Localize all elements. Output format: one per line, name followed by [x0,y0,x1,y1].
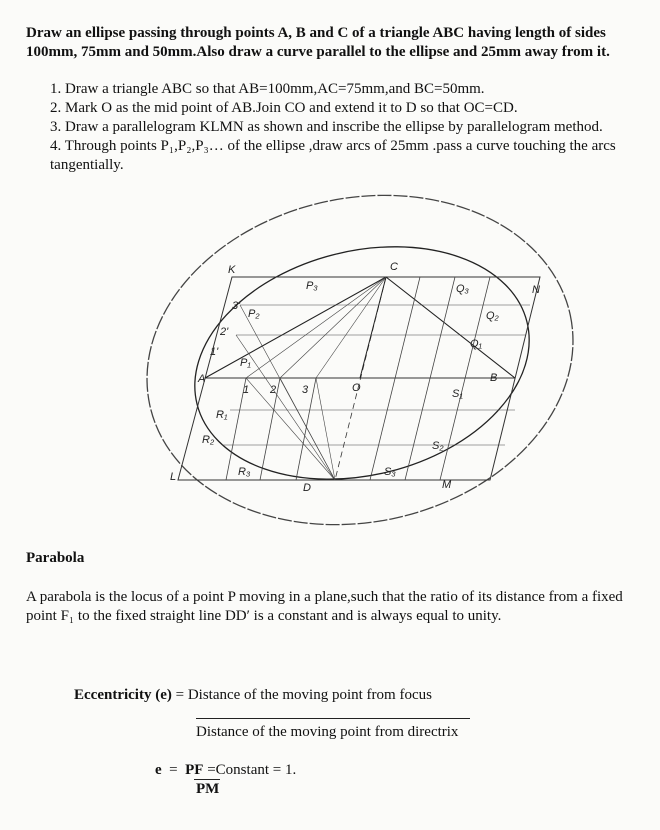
e-formula [155,762,296,779]
step-3: 3. Draw a parallelogram KLMN as shown and inscribe the ellipse by parallelogram method. [50,119,603,135]
eccentricity-numerator: = Distance of the moving point from focus [171,687,432,703]
label-q1: Q₁ [470,338,483,350]
label-m: M [442,479,452,491]
label-a: A [198,373,206,385]
line-co [360,277,386,378]
label-p2: P₂ [248,308,260,320]
label-b: B [490,372,498,384]
label-k: K [228,264,236,276]
fraction-rule [196,718,470,719]
eccentricity-line [74,687,432,704]
label-s1: S₁ [452,388,463,400]
label-p1: P₁ [240,357,251,369]
eccentricity-denominator: Distance of the moving point from directrix [196,724,459,740]
parabola-definition: A parabola is the locus of a point P moving in a plane,such that the ratio of its distance from a fixed point F₁ to the fixed straight line DD′ is a constant and is always equal to unity. [26,589,623,624]
label-div-1: 1 [243,384,250,396]
label-s2: S₂ [432,440,444,452]
label-div-2p: 2' [220,326,229,338]
label-o: O [352,382,361,394]
e-pf: PF [185,762,204,778]
e-equals: = [169,762,178,778]
pf-rule [194,779,220,780]
label-p3: P₃ [306,280,318,292]
label-q3: Q₃ [456,283,469,295]
step-2: 2. Mark O as the mid point of AB.Join CO and extend it to D so that OC=CD. [50,100,518,116]
label-div-1p: 1' [210,346,219,358]
label-div-2: 2 [270,384,277,396]
label-q2: Q₂ [486,310,499,322]
e-symbol: e [155,762,162,778]
ellipse-construction-figure [140,185,580,535]
step-4: 4. Through points P₁,P₂,P₃… of the ellipse ,draw arcs of 25mm .pass a curve touching the arcs tangentially. [50,138,616,173]
label-div-3p: 3' [232,300,241,312]
label-s3: S₃ [384,466,396,478]
label-d: D [303,482,311,494]
parallel-curve [140,185,580,535]
problem-heading: Draw an ellipse passing through points A, B and C of a triangle ABC having length of sides 100mm, 75mm and 50mm.Also draw a curve parallel to the ellipse and 25mm away from it. [26,25,610,60]
steps-list [50,80,620,175]
step-1: 1. Draw a triangle ABC so that AB=100mm,AC=75mm,and BC=50mm. [50,81,485,97]
label-r1: R₁ [216,409,228,421]
label-n: N [532,284,540,296]
parabola-title: Parabola [26,550,85,566]
label-div-3: 3 [302,384,309,396]
e-pm: PM [196,781,220,797]
label-r3: R₃ [238,466,251,478]
eccentricity-label: Eccentricity (e) [74,687,172,703]
label-l: L [170,471,177,483]
label-r2: R₂ [202,434,215,446]
e-rest: =Constant = 1. [203,762,297,778]
label-c: C [390,261,398,273]
